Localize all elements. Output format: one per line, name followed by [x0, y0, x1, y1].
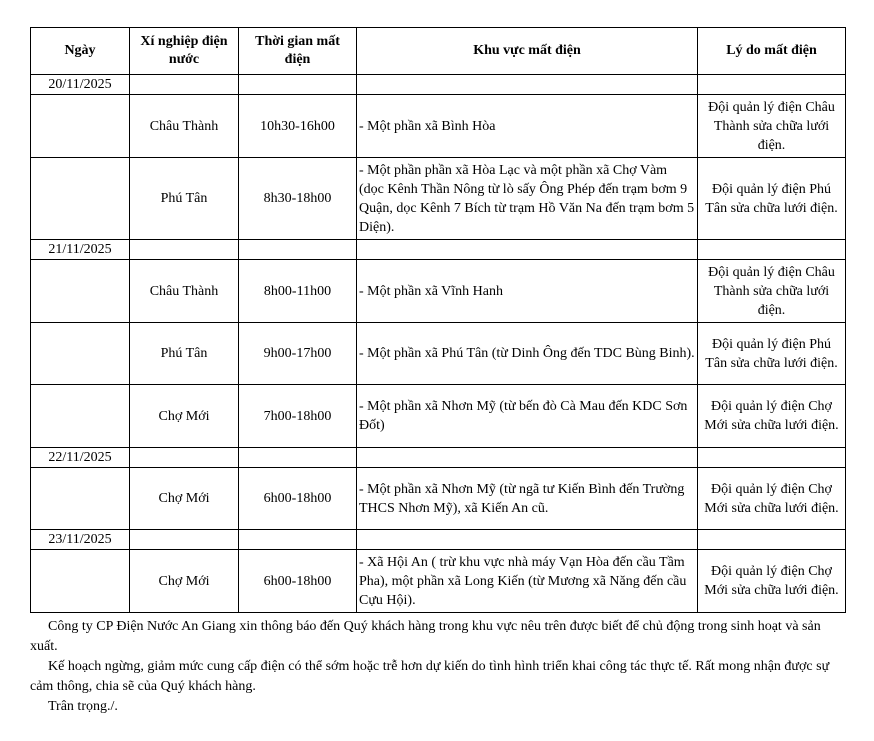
date-row: [31, 448, 846, 468]
area-cell: - Một phần xã Phú Tân (từ Dinh Ông đến TDC Bùng Binh).: [357, 323, 698, 385]
date-cell: 22/11/2025: [31, 448, 130, 468]
reason-cell: Đội quản lý điện Chợ Mới sửa chữa lưới điện.: [698, 550, 846, 613]
unit-cell: Chợ Mới: [130, 550, 239, 613]
unit-cell: Phú Tân: [130, 158, 239, 240]
table-row: [31, 550, 846, 613]
header-time: Thời gian mất điện: [239, 28, 357, 75]
header-unit: Xí nghiệp điện nước: [130, 28, 239, 75]
table-row: [31, 385, 846, 448]
notice-paragraph-2: Kế hoạch ngừng, giảm mức cung cấp điện có thể sớm hoặc trễ hơn dự kiến do tình hình triển khai công tác thực tế. Rất mong nhận được sự cảm thông, chia sẽ của Quý khách hàng.: [30, 659, 830, 694]
area-cell: - Xã Hội An ( trừ khu vực nhà máy Vạn Hòa đến cầu Tầm Pha), một phần xã Long Kiến (từ Mương xã Năng đến cầu Cựu Hội).: [357, 550, 698, 613]
table-header-row: [31, 28, 846, 75]
header-reason: Lý do mất điện: [698, 28, 846, 75]
area-cell: - Một phần xã Nhơn Mỹ (từ bến đò Cà Mau đến KDC Sơn Đốt): [357, 385, 698, 448]
unit-cell: Phú Tân: [130, 323, 239, 385]
reason-cell: Đội quản lý điện Châu Thành sửa chữa lưới điện.: [698, 95, 846, 158]
area-cell: - Một phần xã Bình Hòa: [357, 95, 698, 158]
table-row: [31, 158, 846, 240]
time-cell: 6h00-18h00: [239, 550, 357, 613]
reason-cell: Đội quản lý điện Chợ Mới sửa chữa lưới điện.: [698, 468, 846, 530]
reason-cell: Đội quản lý điện Châu Thành sửa chữa lưới điện.: [698, 260, 846, 323]
date-row: [31, 530, 846, 550]
date-cell: 21/11/2025: [31, 240, 130, 260]
closing-line: Trân trọng./.: [48, 699, 118, 714]
unit-cell: Chợ Mới: [130, 385, 239, 448]
time-cell: 7h00-18h00: [239, 385, 357, 448]
table-row: [31, 95, 846, 158]
time-cell: 9h00-17h00: [239, 323, 357, 385]
table-row: [31, 468, 846, 530]
date-cell: 20/11/2025: [31, 75, 130, 95]
time-cell: 8h00-11h00: [239, 260, 357, 323]
date-row: [31, 240, 846, 260]
time-cell: 6h00-18h00: [239, 468, 357, 530]
date-cell: 23/11/2025: [31, 530, 130, 550]
reason-cell: Đội quản lý điện Phú Tân sửa chữa lưới điện.: [698, 323, 846, 385]
area-cell: - Một phần xã Vĩnh Hanh: [357, 260, 698, 323]
time-cell: 10h30-16h00: [239, 95, 357, 158]
header-date: Ngày: [31, 28, 130, 75]
unit-cell: Chợ Mới: [130, 468, 239, 530]
unit-cell: Châu Thành: [130, 95, 239, 158]
outage-schedule-table: [30, 27, 846, 613]
reason-cell: Đội quản lý điện Phú Tân sửa chữa lưới điện.: [698, 158, 846, 240]
table-row: [31, 323, 846, 385]
table-row: [31, 260, 846, 323]
time-cell: 8h30-18h00: [239, 158, 357, 240]
area-cell: - Một phần xã Nhơn Mỹ (từ ngã tư Kiến Bình đến Trường THCS Nhơn Mỹ), xã Kiến An cũ.: [357, 468, 698, 530]
notice-paragraph-1: Công ty CP Điện Nước An Giang xin thông báo đến Quý khách hàng trong khu vực nêu trên được biết để chủ động trong sinh hoạt và sản xuất.: [30, 619, 821, 654]
reason-cell: Đội quản lý điện Chợ Mới sửa chữa lưới điện.: [698, 385, 846, 448]
area-cell: - Một phần phần xã Hòa Lạc và một phần xã Chợ Vàm (dọc Kênh Thần Nông từ lò sấy Ông Phép đến trạm bơm 9 Quận, dọc Kênh 7 Bích từ trạm Hồ Văn Na đến trạm bơm 5 Diện).: [357, 158, 698, 240]
notice-text: [30, 617, 830, 717]
unit-cell: Châu Thành: [130, 260, 239, 323]
date-row: [31, 75, 846, 95]
header-area: Khu vực mất điện: [357, 28, 698, 75]
